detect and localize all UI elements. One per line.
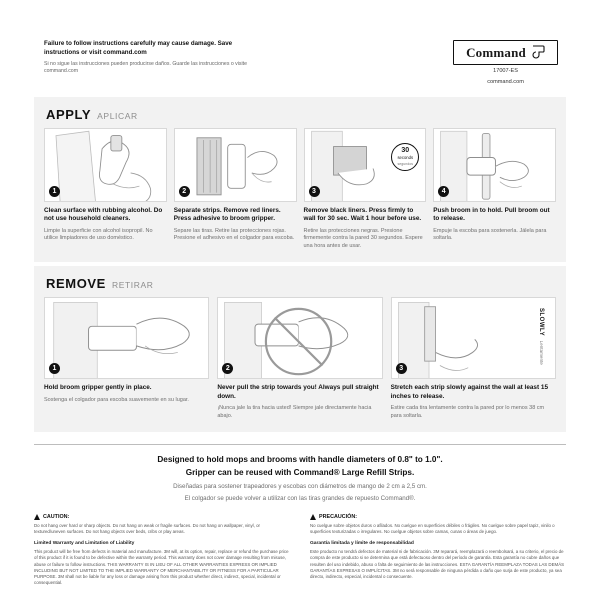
remove-step-1-number: 1	[49, 363, 60, 374]
apply-step-4	[433, 128, 556, 251]
timer-unit-es: segundos	[397, 161, 414, 166]
slowly-label-en: SLOWLY	[537, 308, 544, 337]
remove-steps	[44, 297, 556, 420]
legal-section	[34, 514, 566, 587]
apply-step-3-text-es: Retire las protecciones negras. Presione firmemente contra la pared 30 segundos. Espere una hora antes de usar.	[303, 227, 423, 249]
caution-label-en: CAUTION:	[43, 513, 70, 520]
apply-step-2-number: 2	[179, 186, 190, 197]
apply-step-1-illustration	[44, 128, 167, 202]
product-spec-band	[34, 444, 566, 503]
remove-step-3	[391, 297, 556, 420]
apply-step-3-text-en: Remove black liners. Press firmly to wall for 30 sec. Wait 1 hour before use.	[303, 206, 422, 223]
legal-column-es	[310, 514, 566, 587]
apply-step-3	[304, 128, 427, 251]
warranty-text-es: Este producto no tendrá defectos de material ni de fabricación. 3M reparará, reemplazará o reembolsará, a su criterio, el precio de compra de este producto si se determina que está defectuoso dentro del período de garantía. Esta garantía no cubre daños que resulten del uso indebido, abuso o falta de seguimiento de las instrucciones. ESTA GARANTÍA REEMPLAZA TODAS LAS DEMÁS GARANTÍAS EXPRESAS O IMPLÍCITAS. 3M no será responsable de ninguna pérdida o daño que surja de este producto, ya sea directo, indirecto, especial, incidental o consecuente.	[310, 549, 565, 580]
remove-section	[34, 266, 566, 432]
timer-value: 30	[401, 147, 410, 155]
do-not-pull-toward-icon	[218, 298, 381, 379]
stretch-strip-icon	[392, 298, 555, 379]
command-hook-icon	[531, 45, 545, 61]
brand-wordmark: Command	[466, 45, 526, 60]
brand-item-number: 17007-ES	[493, 68, 518, 74]
warning-triangle-icon	[34, 514, 40, 520]
apply-step-2-text-en: Separate strips. Remove red liners. Press adhesive to broom gripper.	[173, 206, 281, 223]
remove-step-3-number: 3	[396, 363, 407, 374]
remove-title-es: RETIRAR	[111, 280, 154, 291]
apply-steps	[44, 128, 556, 251]
apply-title-es: APLICAR	[97, 110, 138, 121]
spec-line-2-es: El colgador se puede volver a utilizar con las tiras grandes de repuesto Command®.	[184, 495, 416, 503]
apply-step-4-text-es: Empuje la escoba para sostenerla. Jálela para soltarla.	[433, 227, 547, 242]
spec-line-1-es: Diseñadas para sostener trapeadores y escobas con diámetros de mango de 2 cm a 2,5 cm.	[173, 482, 427, 490]
remove-step-3-text-es: Estire cada tira lentamente contra la pared por lo menos 38 cm para soltarla.	[390, 405, 545, 419]
brand-logo	[453, 40, 558, 65]
brand-block	[453, 40, 558, 87]
legal-column-en	[34, 514, 290, 587]
remove-section-title	[44, 274, 556, 297]
apply-section-title	[44, 105, 556, 128]
header-warning-es: Si no sigue las instrucciones pueden producirse daños. Guarde las instrucciones o visite command.com	[44, 60, 248, 75]
remove-step-1-illustration	[44, 297, 209, 379]
apply-step-4-text-en: Push broom in to hold. Pull broom out to release.	[433, 206, 550, 223]
spec-line-2-en: Gripper can be reused with Command® Large Refill Strips.	[185, 467, 415, 477]
caution-heading-en	[34, 514, 290, 520]
remove-step-2	[217, 297, 382, 420]
slowly-label-es: Lentamente	[538, 340, 544, 366]
caution-text-es: No cuelgue sobre objetos duros o afilados. No cuelgue en superficies débiles o frágiles. No cuelgue sobre papel tapiz, vinilo o superficies texturizadas o irregulares. No cuelgue objetos sobre camas, cunas o áreas de juego.	[310, 522, 555, 534]
remove-step-1-text-en: Hold broom gripper gently in place.	[44, 384, 152, 392]
warranty-heading-en: Limited Warranty and Limitation of Liability	[34, 541, 135, 547]
remove-step-1	[44, 297, 209, 420]
remove-step-3-illustration	[391, 297, 556, 379]
apply-step-2-illustration	[174, 128, 297, 202]
apply-step-1	[44, 128, 167, 251]
apply-step-1-number: 1	[49, 186, 60, 197]
remove-step-1-text-es: Sostenga el colgador para escoba suavemente en su lugar.	[44, 396, 189, 403]
push-broom-icon	[434, 129, 555, 202]
separate-strips-icon	[175, 129, 296, 202]
header-warning	[44, 40, 254, 76]
apply-step-1-text-es: Limpie la superficie con alcohol isopropil. No utilice limpiadores de uso doméstico.	[44, 227, 153, 242]
apply-step-4-number: 4	[438, 186, 449, 197]
spec-line-1-en: Designed to hold mops and brooms with handle diameters of 0.8" to 1.0".	[157, 455, 443, 465]
apply-step-4-illustration	[433, 128, 556, 202]
warranty-heading-es: Garantía limitada y límite de responsabilidad	[310, 541, 414, 547]
caution-heading-es	[310, 514, 566, 520]
apply-step-3-illustration	[304, 128, 427, 202]
apply-step-2	[174, 128, 297, 251]
header	[34, 28, 566, 93]
remove-step-2-text-es: ¡Nunca jale la tira hacia usted! Siempre jale directamente hacia abajo.	[217, 405, 372, 419]
hold-gripper-icon	[45, 298, 208, 379]
caution-label-es: PRECAUCIÓN:	[319, 513, 358, 520]
brand-website: command.com	[487, 78, 524, 85]
cleaning-surface-icon	[45, 129, 166, 202]
remove-title-en: REMOVE	[46, 276, 106, 292]
warning-triangle-icon-es	[310, 514, 316, 520]
slowly-callout	[532, 308, 550, 365]
apply-step-2-text-es: Separe las tiras. Retire las protecciones rojas. Presione el adhesivo en el colgador para escoba.	[173, 227, 295, 242]
apply-step-1-text-en: Clean surface with rubbing alcohol. Do not use household cleaners.	[44, 206, 163, 223]
apply-step-3-number: 3	[309, 186, 320, 197]
warranty-text-en: This product will be free from defects in material and manufacture. 3M will, at its option, repair, replace or refund the purchase price of this product if it is found to be defective within the warranty period. This warranty does not cover damage resulting from misuse, abuse or failure to follow instructions. THIS WARRANTY IS IN LIEU OF ALL OTHER WARRANTIES EXPRESS OR IMPLIED INCLUDING BUT NOT LIMITED TO THE IMPLIED WARRANTY OF MERCHANTABILITY OR FITNESS FOR A PARTICULAR PURPOSE. 3M shall not be liable for any loss or damage arising from this product whether direct, indirect, special, incidental or consequential.	[34, 549, 289, 586]
remove-step-2-illustration	[217, 297, 382, 379]
apply-section	[34, 97, 566, 263]
remove-step-2-text-en: Never pull the strip towards you! Always pull straight down.	[217, 384, 379, 400]
remove-step-3-text-en: Stretch each strip slowly against the wall at least 15 inches to release.	[390, 384, 548, 400]
timer-badge	[391, 143, 419, 171]
caution-text-en: Do not hang over hard or sharp objects. Do not hang on weak or fragile surfaces. Do not hang on wallpaper, vinyl, or textured/uneven surfaces. Do not hang objects over beds, cribs or play areas.	[34, 522, 261, 534]
apply-title-en: APPLY	[46, 106, 92, 122]
header-warning-en: Failure to follow instructions carefully may cause damage. Save instructions or visit command.com	[44, 40, 233, 56]
timer-unit-en: seconds	[397, 155, 414, 161]
remove-step-2-number: 2	[222, 363, 233, 374]
